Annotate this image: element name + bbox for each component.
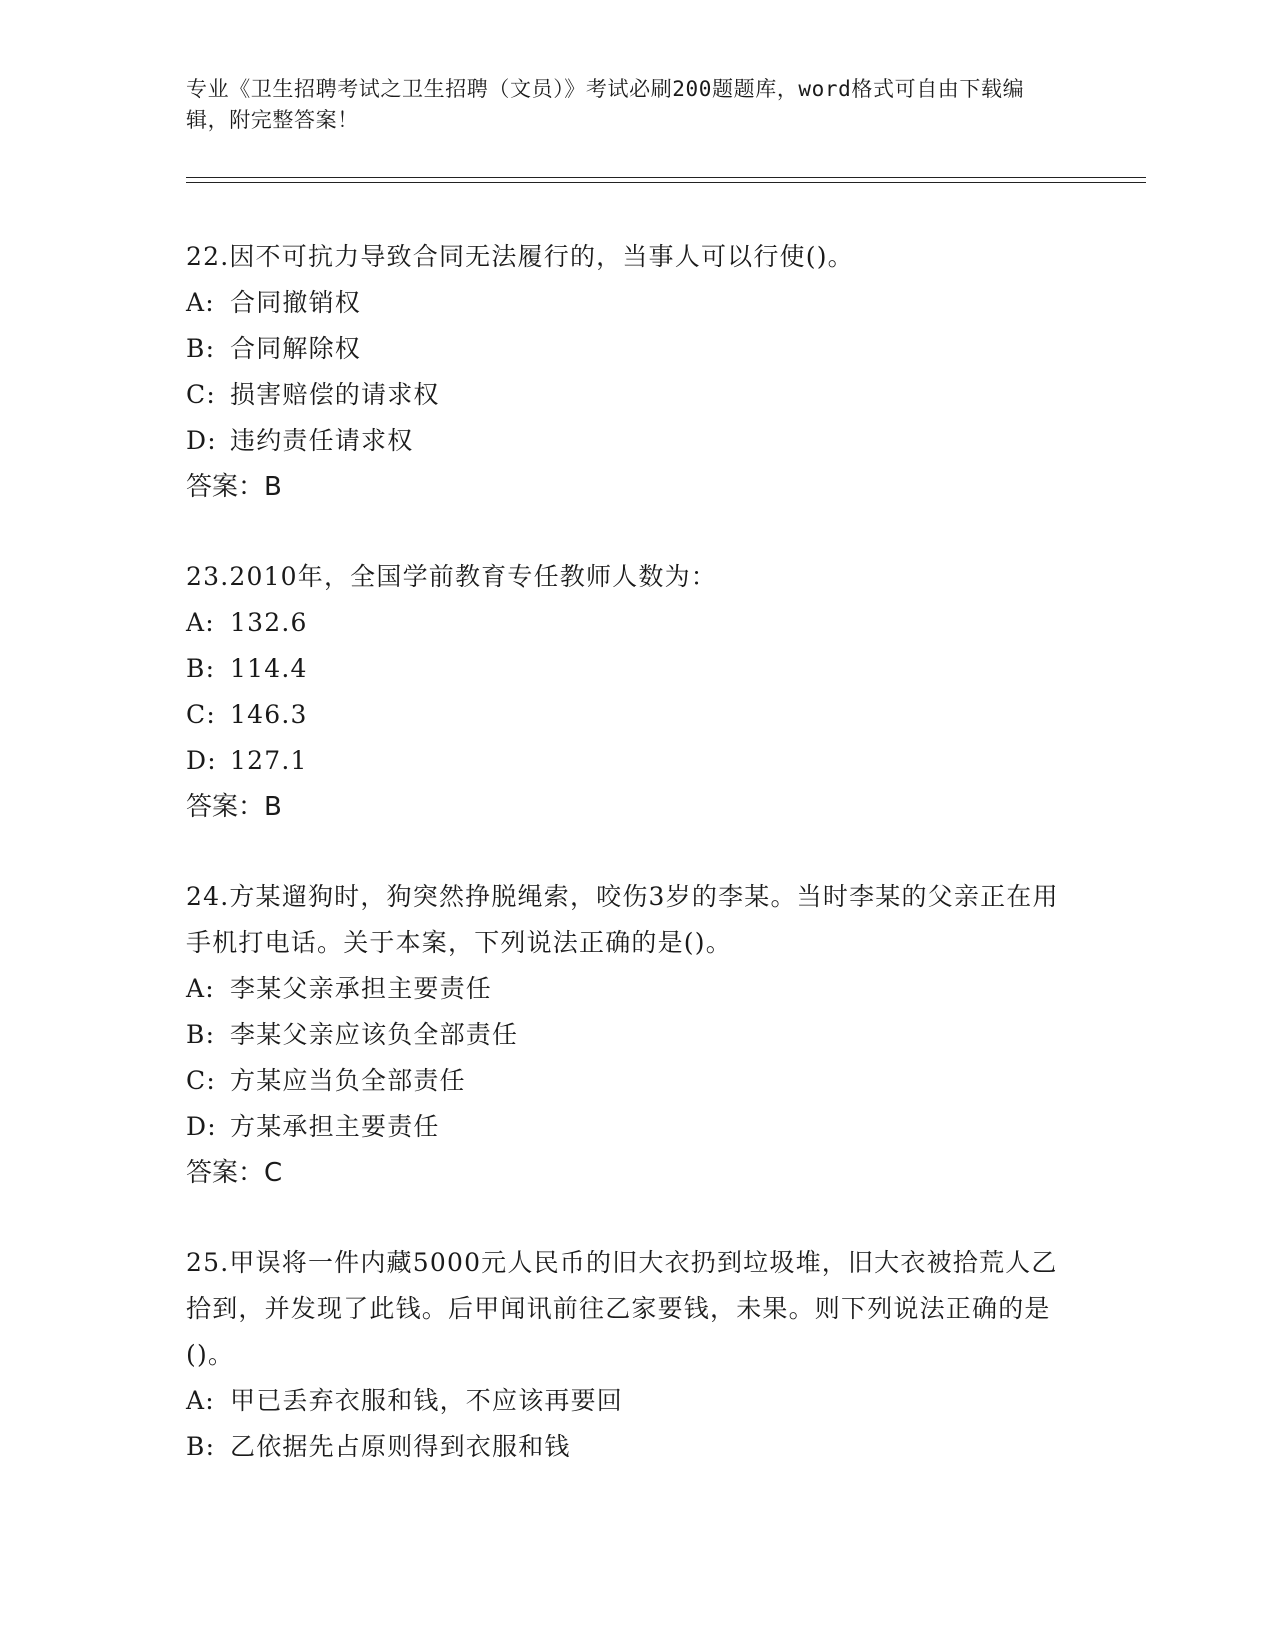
option-a <box>186 600 1066 646</box>
option-c <box>186 692 1066 738</box>
option-letter: A: <box>186 1386 215 1415</box>
option-text: 乙依据先占原则得到衣服和钱 <box>230 1432 571 1461</box>
option-d <box>186 738 1066 784</box>
option-text: 146.3 <box>230 700 308 729</box>
option-b <box>186 646 1066 692</box>
option-letter: D: <box>186 1112 217 1141</box>
option-text: 方某承担主要责任 <box>230 1112 440 1141</box>
answer-line: 答案：C <box>186 1158 283 1188</box>
option-c <box>186 372 1066 418</box>
option-a <box>186 1378 1066 1424</box>
option-c <box>186 1058 1066 1104</box>
option-text: 132.6 <box>230 608 308 637</box>
option-b <box>186 1012 1066 1058</box>
option-letter: D: <box>186 746 217 775</box>
question-25 <box>186 1240 1066 1470</box>
option-text: 方某应当负全部责任 <box>230 1066 466 1095</box>
option-letter: A: <box>186 974 215 1003</box>
question-stem: 23.2010年，全国学前教育专任教师人数为： <box>186 562 717 591</box>
option-a <box>186 966 1066 1012</box>
header-divider-top <box>186 177 1146 178</box>
option-letter: C: <box>186 380 216 409</box>
option-d <box>186 1104 1066 1150</box>
option-letter: C: <box>186 1066 216 1095</box>
option-text: 合同撤销权 <box>230 288 362 317</box>
option-letter: A: <box>186 608 215 637</box>
option-text: 违约责任请求权 <box>230 426 414 455</box>
option-letter: C: <box>186 700 216 729</box>
option-b <box>186 1424 1066 1470</box>
option-text: 114.4 <box>230 654 308 683</box>
question-23 <box>186 554 1066 830</box>
option-letter: B: <box>186 1020 216 1049</box>
document-header: 专业《卫生招聘考试之卫生招聘（文员）》考试必刷200题题库，word格式可自由下载编辑，附完整答案！ <box>186 77 1025 132</box>
answer-line: 答案：B <box>186 792 282 822</box>
question-24 <box>186 874 1066 1196</box>
question-22 <box>186 234 1066 510</box>
option-text: 甲已丢弃衣服和钱，不应该再要回 <box>230 1386 624 1415</box>
header-divider-bottom <box>186 182 1146 183</box>
option-text: 127.1 <box>230 746 308 775</box>
option-letter: B: <box>186 334 216 363</box>
option-letter: A: <box>186 288 215 317</box>
option-letter: B: <box>186 1432 216 1461</box>
option-text: 损害赔偿的请求权 <box>230 380 440 409</box>
option-text: 合同解除权 <box>230 334 362 363</box>
question-stem: 22.因不可抗力导致合同无法履行的，当事人可以行使()。 <box>186 242 854 271</box>
option-letter: B: <box>186 654 216 683</box>
answer-line: 答案：B <box>186 472 282 502</box>
option-d <box>186 418 1066 464</box>
question-stem: 25.甲误将一件内藏5000元人民币的旧大衣扔到垃圾堆，旧大衣被拾荒人乙拾到，并发现了此钱。后甲闻讯前往乙家要钱，未果。则下列说法正确的是()。 <box>186 1248 1058 1369</box>
option-letter: D: <box>186 426 217 455</box>
option-b <box>186 326 1066 372</box>
question-stem: 24.方某遛狗时，狗突然挣脱绳索，咬伤3岁的李某。当时李某的父亲正在用手机打电话。关于本案，下列说法正确的是()。 <box>186 882 1059 957</box>
option-text: 李某父亲应该负全部责任 <box>230 1020 519 1049</box>
option-a <box>186 280 1066 326</box>
option-text: 李某父亲承担主要责任 <box>230 974 493 1003</box>
